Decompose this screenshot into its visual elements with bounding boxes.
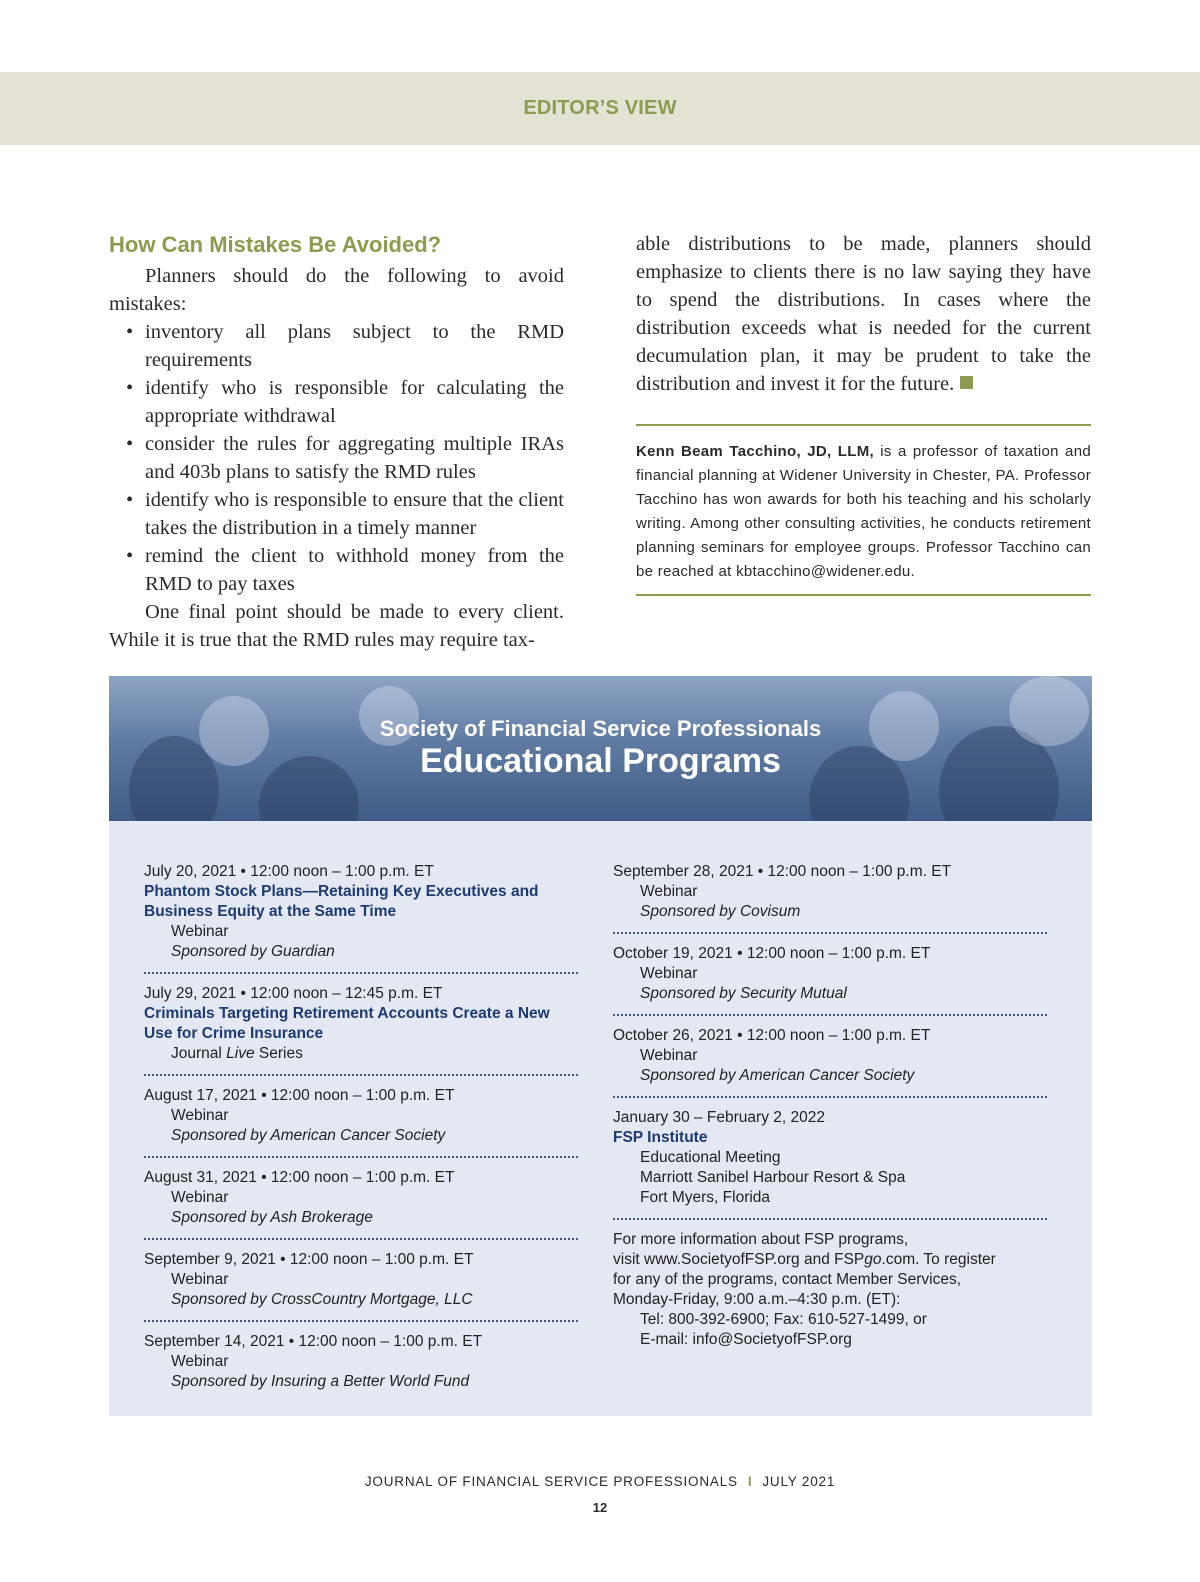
journal-name: JOURNAL OF FINANCIAL SERVICE PROFESSIONALS <box>364 1474 738 1489</box>
bullet-icon: • <box>126 321 134 343</box>
page-footer <box>0 1474 1200 1489</box>
event-item <box>613 944 1047 1016</box>
event-format: Journal Live Series <box>171 1045 303 1062</box>
list-item: • identify who is responsible for calculating the appropriate withdrawal <box>109 374 564 430</box>
programs-subtitle: Society of Financial Service Professionals <box>379 716 822 741</box>
event-sponsor: Sponsored by CrossCountry Mortgage, LLC <box>171 1291 473 1308</box>
event-sponsor: Sponsored by Insuring a Better World Fund <box>171 1373 470 1390</box>
event-sponsor: Sponsored by American Cancer Society <box>171 1127 446 1144</box>
article-intro: Planners should do the following to avoid mistakes: <box>109 265 564 315</box>
event-item <box>144 1332 578 1402</box>
event-item <box>613 862 1047 934</box>
event-detail: Marriott Sanibel Harbour Resort & Spa <box>640 1169 906 1186</box>
end-mark-icon <box>960 376 973 389</box>
page-number: 12 <box>592 1500 608 1515</box>
event-item <box>144 1168 578 1240</box>
event-item <box>144 984 578 1076</box>
event-detail: Fort Myers, Florida <box>640 1189 771 1206</box>
event-date: August 17, 2021 • 12:00 noon – 1:00 p.m. ET <box>144 1087 455 1104</box>
bullet-icon: • <box>126 545 134 567</box>
event-sponsor: Sponsored by American Cancer Society <box>640 1067 915 1084</box>
event-date: October 26, 2021 • 12:00 noon – 1:00 p.m. ET <box>613 1027 931 1044</box>
event-item <box>144 1086 578 1158</box>
educational-programs-box <box>109 676 1092 1416</box>
event-item <box>144 862 578 974</box>
event-sponsor: Sponsored by Ash Brokerage <box>171 1209 373 1226</box>
event-format: Webinar <box>171 1107 229 1124</box>
event-sponsor: Sponsored by Guardian <box>171 943 335 960</box>
programs-title: Educational Programs <box>420 742 781 780</box>
article-heading: How Can Mistakes Be Avoided? <box>109 232 442 257</box>
author-name: Kenn Beam Tacchino, JD, LLM, <box>636 443 874 460</box>
event-date: July 29, 2021 • 12:00 noon – 12:45 p.m. ET <box>144 985 443 1002</box>
footer-separator: I <box>747 1474 753 1489</box>
event-date: January 30 – February 2, 2022 <box>613 1109 825 1126</box>
article-column-right <box>636 230 1091 596</box>
mistakes-list <box>109 318 564 598</box>
programs-header-image <box>109 676 1092 821</box>
event-sponsor: Sponsored by Security Mutual <box>640 985 847 1002</box>
event-title: Phantom Stock Plans—Retaining Key Executives and Business Equity at the Same Time <box>144 883 539 920</box>
article-column-left <box>109 230 564 654</box>
event-date: September 28, 2021 • 12:00 noon – 1:00 p.m. ET <box>613 863 952 880</box>
author-bio: Kenn Beam Tacchino, JD, LLM, is a professor of taxation and financial planning at Widener University in Chester, PA. Professor Tacchino has won awards for both his teaching and his scholarly writing. Among other consulting activities, he conducts retirement planning seminars for employee groups. Professor Tacchino can be reached at kbtacchino@widener.edu. <box>636 443 1091 580</box>
event-format: Webinar <box>171 923 229 940</box>
event-sponsor: Sponsored by Covisum <box>640 903 801 920</box>
event-date: September 14, 2021 • 12:00 noon – 1:00 p.m. ET <box>144 1333 483 1350</box>
event-item <box>144 1250 578 1322</box>
list-item: • remind the client to withhold money from the RMD to pay taxes <box>109 542 564 598</box>
event-date: August 31, 2021 • 12:00 noon – 1:00 p.m. ET <box>144 1169 455 1186</box>
article-closing: One final point should be made to every client. While it is true that the RMD rules may require tax- <box>109 601 564 651</box>
article-continuation: able distributions to be made, planners should emphasize to clients there is no law saying they have to spend the distributions. In cases where the distribution exceeds what is needed for the current decumulation plan, it may be prudent to take the distribution and invest it for the future. <box>636 233 1091 395</box>
event-format: Webinar <box>640 965 698 982</box>
event-item <box>613 1026 1047 1098</box>
event-date: July 20, 2021 • 12:00 noon – 1:00 p.m. ET <box>144 863 434 880</box>
event-format: Webinar <box>171 1189 229 1206</box>
event-format: Webinar <box>640 883 698 900</box>
section-title: EDITOR’S VIEW <box>523 97 677 119</box>
bio-bottom-divider <box>636 594 1091 596</box>
bio-top-divider <box>636 424 1091 426</box>
list-item: • inventory all plans subject to the RMD requirements <box>109 318 564 374</box>
contact-email: E-mail: info@SocietyofFSP.org <box>640 1331 852 1348</box>
issue-date: JULY 2021 <box>762 1474 836 1489</box>
event-date: October 19, 2021 • 12:00 noon – 1:00 p.m. ET <box>613 945 931 962</box>
list-item: • consider the rules for aggregating multiple IRAs and 403b plans to satisfy the RMD rules <box>109 430 564 486</box>
programs-contact-info: For more information about FSP programs, visit www.SocietyofFSP.org and FSPgo.com. To register for any of the programs, contact Member Services, Monday-Friday, 9:00 a.m.–4:30 p.m. (ET): Tel: 800-392-6900; Fax: 610-527-1499, or E-mail: info@SocietyofFSP.org <box>613 1230 1047 1350</box>
list-item: • identify who is responsible to ensure that the client takes the distribution in a timely manner <box>109 486 564 542</box>
section-banner <box>0 72 1200 145</box>
event-format: Webinar <box>640 1047 698 1064</box>
event-format: Webinar <box>171 1353 229 1370</box>
bullet-icon: • <box>126 489 134 511</box>
event-title: Criminals Targeting Retirement Accounts Create a New Use for Crime Insurance <box>144 1005 550 1042</box>
event-detail: Educational Meeting <box>640 1149 781 1166</box>
event-format: Webinar <box>171 1271 229 1288</box>
contact-phone: Tel: 800-392-6900; Fax: 610-527-1499, or <box>640 1311 927 1328</box>
bullet-icon: • <box>126 433 134 455</box>
bullet-icon: • <box>126 377 134 399</box>
event-title: FSP Institute <box>613 1129 708 1146</box>
events-column-right <box>613 862 1047 1350</box>
event-date: September 9, 2021 • 12:00 noon – 1:00 p.m. ET <box>144 1251 474 1268</box>
events-column-left <box>144 862 578 1412</box>
event-item <box>613 1108 1047 1220</box>
